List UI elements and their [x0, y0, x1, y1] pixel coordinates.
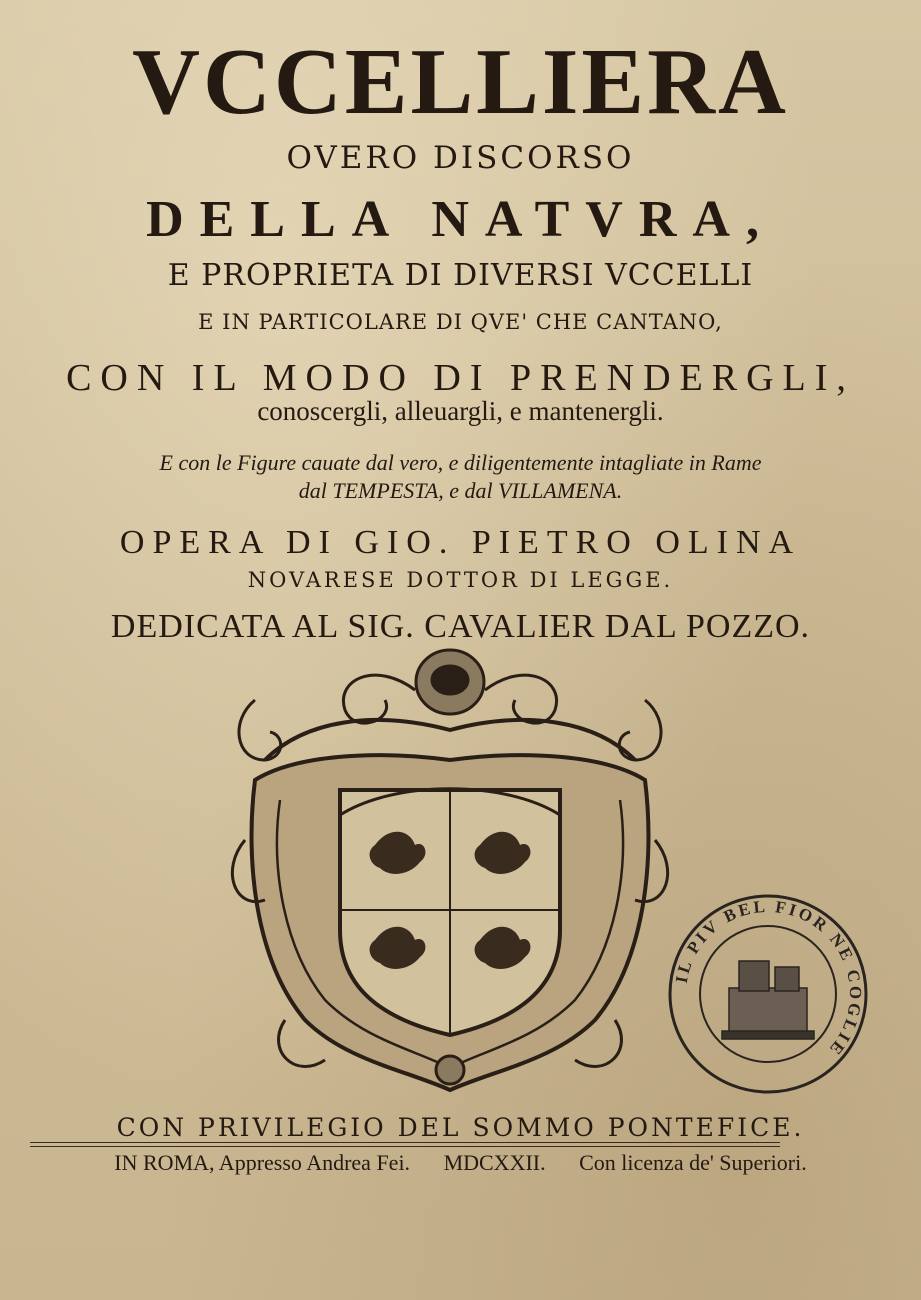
imprint-place: IN ROMA, Appresso Andrea Fei.	[114, 1150, 411, 1175]
conoscergli-line: conoscergli, alleuargli, e mantenergli.	[257, 396, 664, 426]
library-stamp-icon	[667, 893, 869, 1095]
imprint-rule	[30, 1142, 780, 1143]
coat-of-arms-icon	[225, 640, 675, 1100]
privilege-line: CON PRIVILEGIO DEL SOMMO PONTEFICE.	[116, 1113, 805, 1142]
proprieta-line: E PROPRIETA DI DIVERSI VCCELLI	[167, 258, 754, 293]
particolare-line: E IN PARTICOLARE DI QVE' CHE CANTANO,	[198, 310, 723, 334]
dedication-line: DEDICATA AL SIG. CAVALIER DAL POZZO.	[110, 608, 811, 645]
imprint	[0, 1150, 921, 1176]
author-title-line: NOVARESE DOTTOR DI LEGGE.	[247, 568, 674, 592]
subtitle: OVERO DISCORSO	[286, 140, 635, 176]
book-title: VCCELLIERA	[132, 30, 789, 134]
stamp-text: IL PIV BEL FIOR NE COGLIE	[671, 896, 866, 1061]
author-line: OPERA DI GIO. PIETRO OLINA	[119, 524, 802, 561]
modo-line: CON IL MODO DI PRENDERGLI,	[66, 357, 855, 399]
imprint-year: MDCXXII.	[443, 1150, 546, 1175]
figure-credit-line-2: dal TEMPESTA, e dal VILLAMENA.	[298, 478, 623, 503]
imprint-license: Con licenza de' Superiori.	[579, 1150, 807, 1175]
della-natura-heading: DELLA NATVRA,	[146, 191, 775, 248]
figure-credit-line-1: E con le Figure cauate dal vero, e diligentemente intagliate in Rame	[159, 450, 762, 475]
imprint-rule-thin	[30, 1146, 780, 1147]
